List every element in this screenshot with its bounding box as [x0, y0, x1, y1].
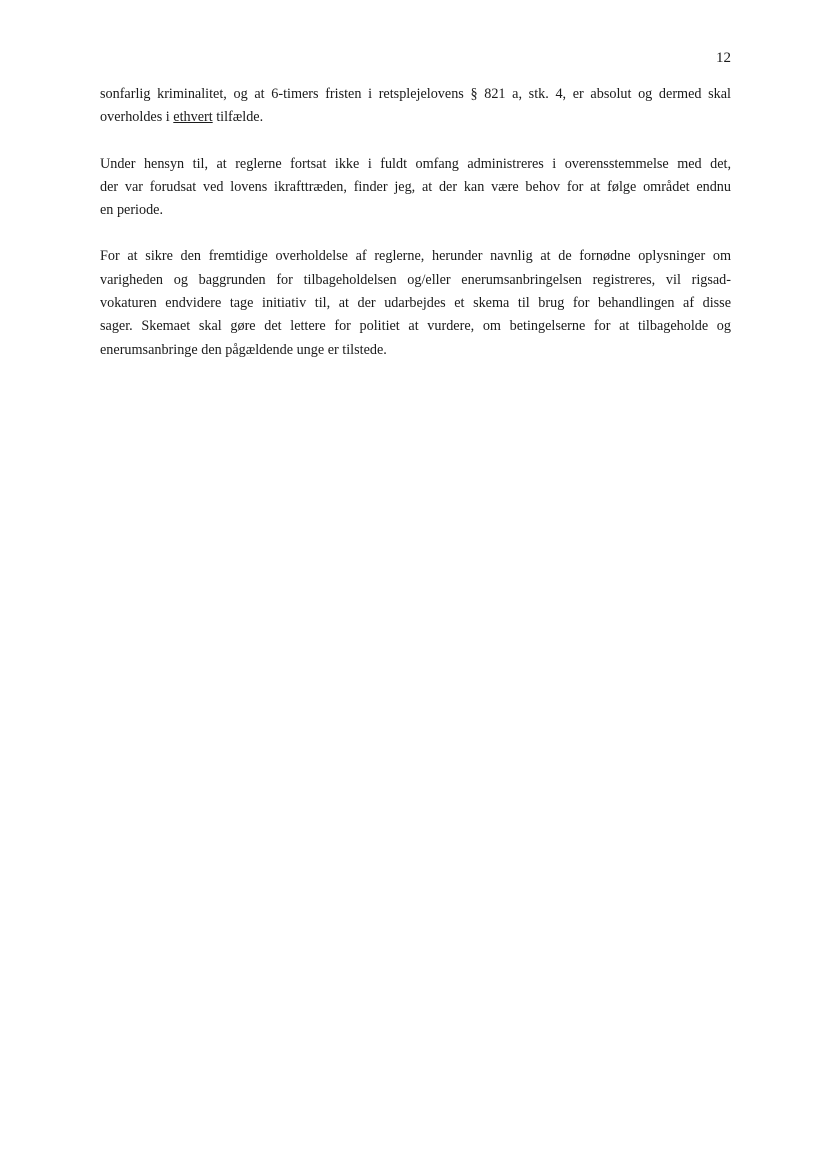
- paragraph-line: sager. Skemaet skal gøre det lettere for politiet at vurdere, om betingelserne for at tilbageholde og: [100, 318, 731, 335]
- paragraph-2: [100, 153, 731, 223]
- text-segment: overholdes i: [100, 109, 174, 126]
- paragraph-line: der var forudsat ved lovens ikrafttræden, finder jeg, at der kan være behov for at følge området endnu: [100, 178, 731, 195]
- paragraph-line: For at sikre den fremtidige overholdelse af reglerne, herunder navnlig at de fornødne oplysninger om: [100, 248, 731, 265]
- body-text: [100, 83, 731, 385]
- paragraph-line: enerumsanbringe den pågældende unge er tilstede.: [100, 341, 387, 358]
- paragraph-line: sonfarlig kriminalitet, og at 6-timers fristen i retsplejelovens § 821 a, stk. 4, er absolut og dermed skal: [100, 86, 731, 102]
- paragraph-line: Under hensyn til, at reglerne fortsat ikke i fuldt omfang administreres i overensstemmelse med det,: [100, 155, 731, 172]
- paragraph-line: en periode.: [100, 202, 164, 219]
- text-segment: tilfælde.: [212, 109, 264, 126]
- paragraph-1: [100, 83, 731, 130]
- paragraph-line: [100, 106, 731, 129]
- paragraph-line: varigheden og baggrunden for tilbageholdelsen og/eller enerumsanbringelsen registreres, vil rigsad-: [100, 271, 731, 288]
- underlined-word: ethvert: [173, 109, 213, 126]
- paragraph-line: vokaturen endvidere tage initiativ til, at der udarbejdes et skema til brug for behandlingen af disse: [100, 295, 731, 312]
- paragraph-3: [100, 245, 731, 361]
- page-number: 12: [716, 50, 731, 66]
